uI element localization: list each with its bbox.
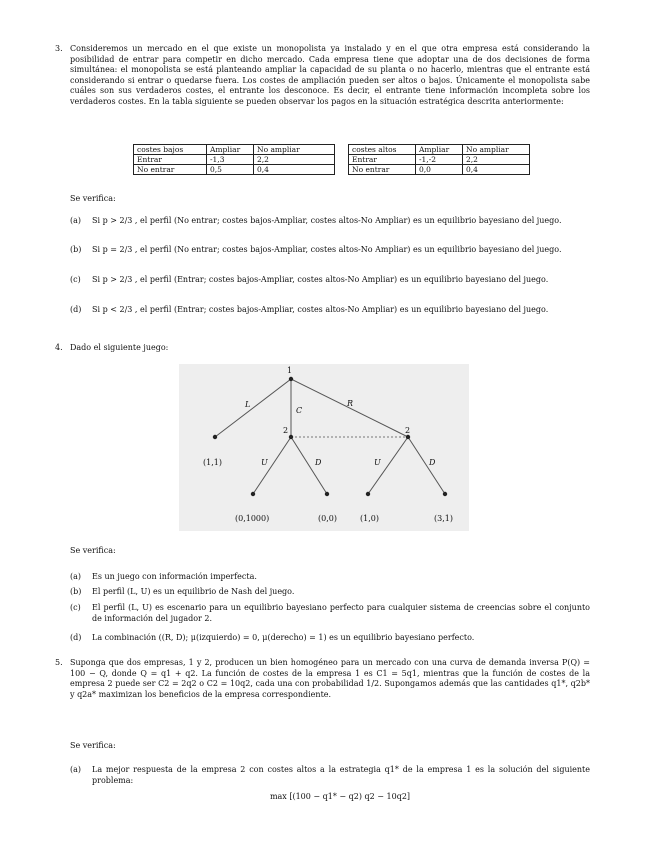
terminal-RU <box>366 492 370 496</box>
payoff-L: (1,1) <box>203 458 222 467</box>
table-cell: -1,-2 <box>416 155 463 165</box>
option-label: (a) <box>70 572 82 581</box>
edge-D-right-label: D <box>429 458 436 467</box>
question-4-number: 4. <box>55 343 63 352</box>
table-cell: 2,2 <box>254 155 335 165</box>
option-label: (b) <box>70 245 82 254</box>
edge-D-right <box>408 437 445 494</box>
table-row <box>349 155 530 165</box>
table-cell: costes altos <box>349 145 416 155</box>
root-player-label: 1 <box>287 366 293 375</box>
edge-U-mid <box>253 437 291 494</box>
terminal-CU <box>251 492 255 496</box>
edge-U-right-label: U <box>374 458 381 467</box>
table-cell: Entrar <box>134 155 207 165</box>
node-root <box>289 377 293 381</box>
option-text: Si p > 2/3 , el perfil (No entrar; costes bajos-Ampliar, costes altos-No Ampliar) es un equilibrio bayesiano del juego. <box>92 216 562 225</box>
option-label: (c) <box>70 603 81 612</box>
table-cell: No ampliar <box>463 145 530 155</box>
option-text: El perfil (L, U) es un equilibrio de Nash del juego. <box>92 587 295 596</box>
table-cell: 0,5 <box>207 165 254 175</box>
option-label: (a) <box>70 765 82 774</box>
question-3-number: 3. <box>55 44 63 53</box>
se-verifica-label: Se verifica: <box>70 741 116 750</box>
option-label: (a) <box>70 216 82 225</box>
question-4-statement: Dado el siguiente juego: <box>70 343 169 352</box>
payoff-CD: (0,0) <box>318 514 337 523</box>
option-label: (c) <box>70 275 81 284</box>
table-row <box>349 165 530 175</box>
question-5-number: 5. <box>55 658 63 667</box>
edge-C-label: C <box>296 406 303 415</box>
option-text: Si p < 2/3 , el perfil (Entrar; costes bajos-Ampliar, costes altos-No Ampliar) es un equilibrio bayesiano del juego. <box>92 305 549 314</box>
table-cell: Entrar <box>349 155 416 165</box>
option-text: Si p > 2/3 , el perfil (Entrar; costes bajos-Ampliar, costes altos-No Ampliar) es un equilibrio bayesiano del juego. <box>92 275 549 284</box>
table-cell: Ampliar <box>416 145 463 155</box>
table-header-row <box>134 145 335 155</box>
right-player-label: 2 <box>405 426 411 435</box>
terminal-L <box>213 435 217 439</box>
table-cell: -1,3 <box>207 155 254 165</box>
table-cell: No entrar <box>349 165 416 175</box>
table-cell: 2,2 <box>463 155 530 165</box>
edge-U-mid-label: U <box>261 458 268 467</box>
game-tree-diagram <box>179 364 469 531</box>
table-cell: 0,4 <box>254 165 335 175</box>
payoff-table-high-costs <box>348 144 530 175</box>
payoff-RU: (1,0) <box>360 514 379 523</box>
table-cell: costes bajos <box>134 145 207 155</box>
maximization-formula: max [(100 − q1* − q2) q2 − 10q2] <box>269 792 411 801</box>
edge-L <box>215 379 291 437</box>
se-verifica-label: Se verifica: <box>70 194 116 203</box>
node-mid <box>289 435 293 439</box>
table-cell: 0,0 <box>416 165 463 175</box>
payoff-CU: (0,1000) <box>235 514 270 523</box>
option-text: Si p = 2/3 , el perfil (No entrar; costes bajos-Ampliar, costes altos-No Ampliar) es un equilibrio bayesiano del juego. <box>92 245 562 254</box>
mid-player-label: 2 <box>283 426 289 435</box>
option-text: Es un juego con información imperfecta. <box>92 572 257 581</box>
edge-L-label: L <box>245 400 251 409</box>
option-text: La combinación ((R, D); μ(izquierdo) = 0, μ(derecho) = 1) es un equilibrio bayesiano perfecto. <box>92 633 475 642</box>
se-verifica-label: Se verifica: <box>70 546 116 555</box>
table-cell: Ampliar <box>207 145 254 155</box>
option-text: El perfil (L, U) es escenario para un equilibrio bayesiano perfecto para cualquier sistema de creencias sobre el conjunto de información del jugador 2. <box>92 603 590 623</box>
payoff-table-low-costs <box>133 144 335 175</box>
game-tree-svg <box>179 364 469 531</box>
option-label: (d) <box>70 633 82 642</box>
table-row <box>134 165 335 175</box>
edge-D-mid <box>291 437 327 494</box>
option-text: La mejor respuesta de la empresa 2 con costes altos a la estrategia q1* de la empresa 1 es la solución del siguiente problema: <box>92 765 590 785</box>
table-cell: No entrar <box>134 165 207 175</box>
edge-D-mid-label: D <box>315 458 322 467</box>
terminal-CD <box>325 492 329 496</box>
table-cell: No ampliar <box>254 145 335 155</box>
terminal-RD <box>443 492 447 496</box>
option-label: (d) <box>70 305 82 314</box>
question-5-statement: Suponga que dos empresas, 1 y 2, producen un bien homogéneo para un mercado con una curva de demanda inversa P(Q) = 100 − Q, donde Q = q1 + q2. La función de costes de la empresa 1 es C1 = 5q1, mientras que la función de costes de la empresa 2 puede ser C2 = 2q2 o C2 = 10q2, cada una con probabilidad 1/2. Supongamos además que las cantidades q1*, q2b* y q2a* maximizan los beneficios de la empresa correspondiente. <box>70 658 590 699</box>
edge-R-label: R <box>347 399 354 408</box>
option-label: (b) <box>70 587 82 596</box>
table-cell: 0,4 <box>463 165 530 175</box>
question-3-statement: Consideremos un mercado en el que existe un monopolista ya instalado y en el que otra empresa está considerando la posibilidad de entrar para competir en dicho mercado. Cada empresa tiene que adoptar una de dos decisiones de forma simultánea: el monopolista se está planteando ampliar la capacidad de su planta o no hacerlo, mientras que el entrante está considerando si entrar o quedarse fuera. Los costes de ampliación pueden ser altos o bajos. Únicamente el monopolista sabe cuáles son sus verdaderos costes, el entrante los desconoce. Es decir, el entrante tiene información incompleta sobre los verdaderos costes. En la tabla siguiente se pueden observar los pagos en la situación estratégica descrita anteriormente: <box>70 44 590 106</box>
payoff-RD: (3,1) <box>434 514 453 523</box>
table-row <box>134 155 335 165</box>
table-header-row <box>349 145 530 155</box>
